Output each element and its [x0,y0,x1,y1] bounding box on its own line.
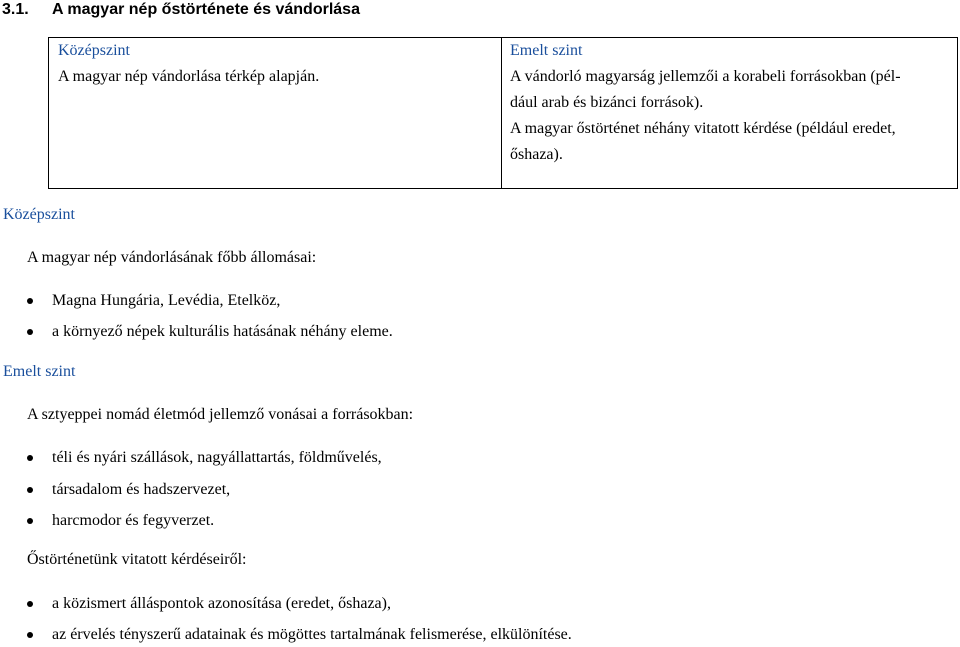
table-cell-text: dául arab és bizánci források). [510,94,704,111]
bullet-dot [27,487,33,493]
list-item: a közismert álláspontok azonosítása (eredet, őshaza), [52,595,391,612]
kozepszint-intro: A magyar nép vándorlásának főbb állomásai: [27,249,317,266]
bullet-dot [27,329,33,335]
levels-table [48,37,958,189]
table-cell-text: A vándorló magyarság jellemzői a korabeli forrásokban (pél- [510,68,901,85]
emelt-szint-intro-2: Őstörténetünk vitatott kérdéseiről: [27,551,247,568]
section-title: A magyar nép őstörténete és vándorlása [52,1,360,18]
emelt-szint-label: Emelt szint [3,363,76,380]
bullet-dot [27,601,33,607]
section-number: 3.1. [2,1,29,18]
table-cell-kozepszint [58,38,493,90]
section-heading [2,0,360,20]
list-item: az érvelés tényszerű adatainak és mögöttes tartalmának felismerése, elkülönítése. [52,626,572,643]
bullet-dot [27,632,33,638]
table-cell-text: őshaza). [510,146,563,163]
list-item: a környező népek kulturális hatásának néhány eleme. [52,323,393,340]
table-cell-emelt-szint [510,38,950,168]
bullet-dot [27,298,33,304]
table-level-label-kozep: Középszint [58,42,130,59]
bullet-dot [27,455,33,461]
list-item: Magna Hungária, Levédia, Etelköz, [52,292,281,309]
table-cell-text: A magyar őstörténet néhány vitatott kérdése (például eredet, [510,120,896,137]
emelt-szint-intro: A sztyeppei nomád életmód jellemző vonásai a forrásokban: [27,406,414,423]
kozepszint-label: Középszint [3,206,75,223]
list-item: téli és nyári szállások, nagyállattartás, földművelés, [52,449,382,466]
bullet-dot [27,518,33,524]
table-level-label-emelt: Emelt szint [510,42,583,59]
list-item: harcmodor és fegyverzet. [52,512,215,529]
table-column-divider [501,38,502,188]
list-item: társadalom és hadszervezet, [52,481,231,498]
table-cell-text: A magyar nép vándorlása térkép alapján. [58,68,320,85]
